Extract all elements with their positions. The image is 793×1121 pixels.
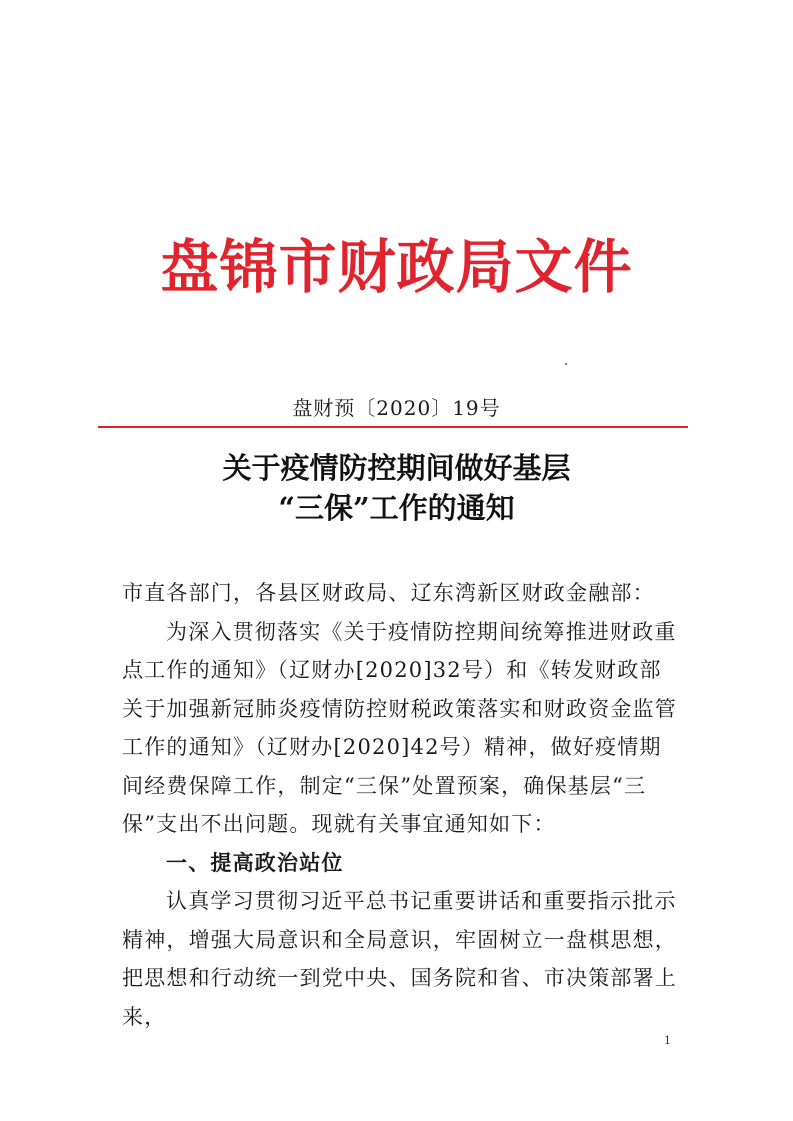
- document-header-title: 盘锦市财政局文件: [160, 233, 633, 301]
- document-title: [0, 448, 793, 528]
- page-number: 1: [664, 1034, 671, 1047]
- document-body: [122, 574, 682, 1036]
- stray-dot: [565, 363, 567, 365]
- document-title-line-2: “三保”工作的通知: [278, 491, 515, 525]
- section-1-paragraph: 认真学习贯彻习近平总书记重要讲话和重要指示批示精神，增强大局意识和全局意识，牢固树立一盘棋思想，把思想和行动统一到党中央、国务院和省、市决策部署上来，: [122, 889, 677, 1029]
- red-divider-line: [98, 426, 688, 428]
- section-1-heading: 一、提高政治站位: [166, 850, 344, 875]
- document-title-line-1: 关于疫情防控期间做好基层: [222, 451, 571, 485]
- recipients-line: 市直各部门，各县区财政局、辽东湾新区财政金融部：: [122, 581, 655, 605]
- document-number: 盘财预〔2020〕19号: [292, 396, 501, 420]
- intro-paragraph: 为深入贯彻落实《关于疫情防控期间统筹推进财政重点工作的通知》（辽财办[2020]32号）和《转发财政部关于加强新冠肺炎疫情防控财税政策落实和财政资金监管工作的通知》（辽财办[2020]42号）精神，做好疫情期间经费保障工作，制定“三保”处置预案，确保基层“三保”支出不出问题。现就有关事宜通知如下：: [122, 619, 677, 836]
